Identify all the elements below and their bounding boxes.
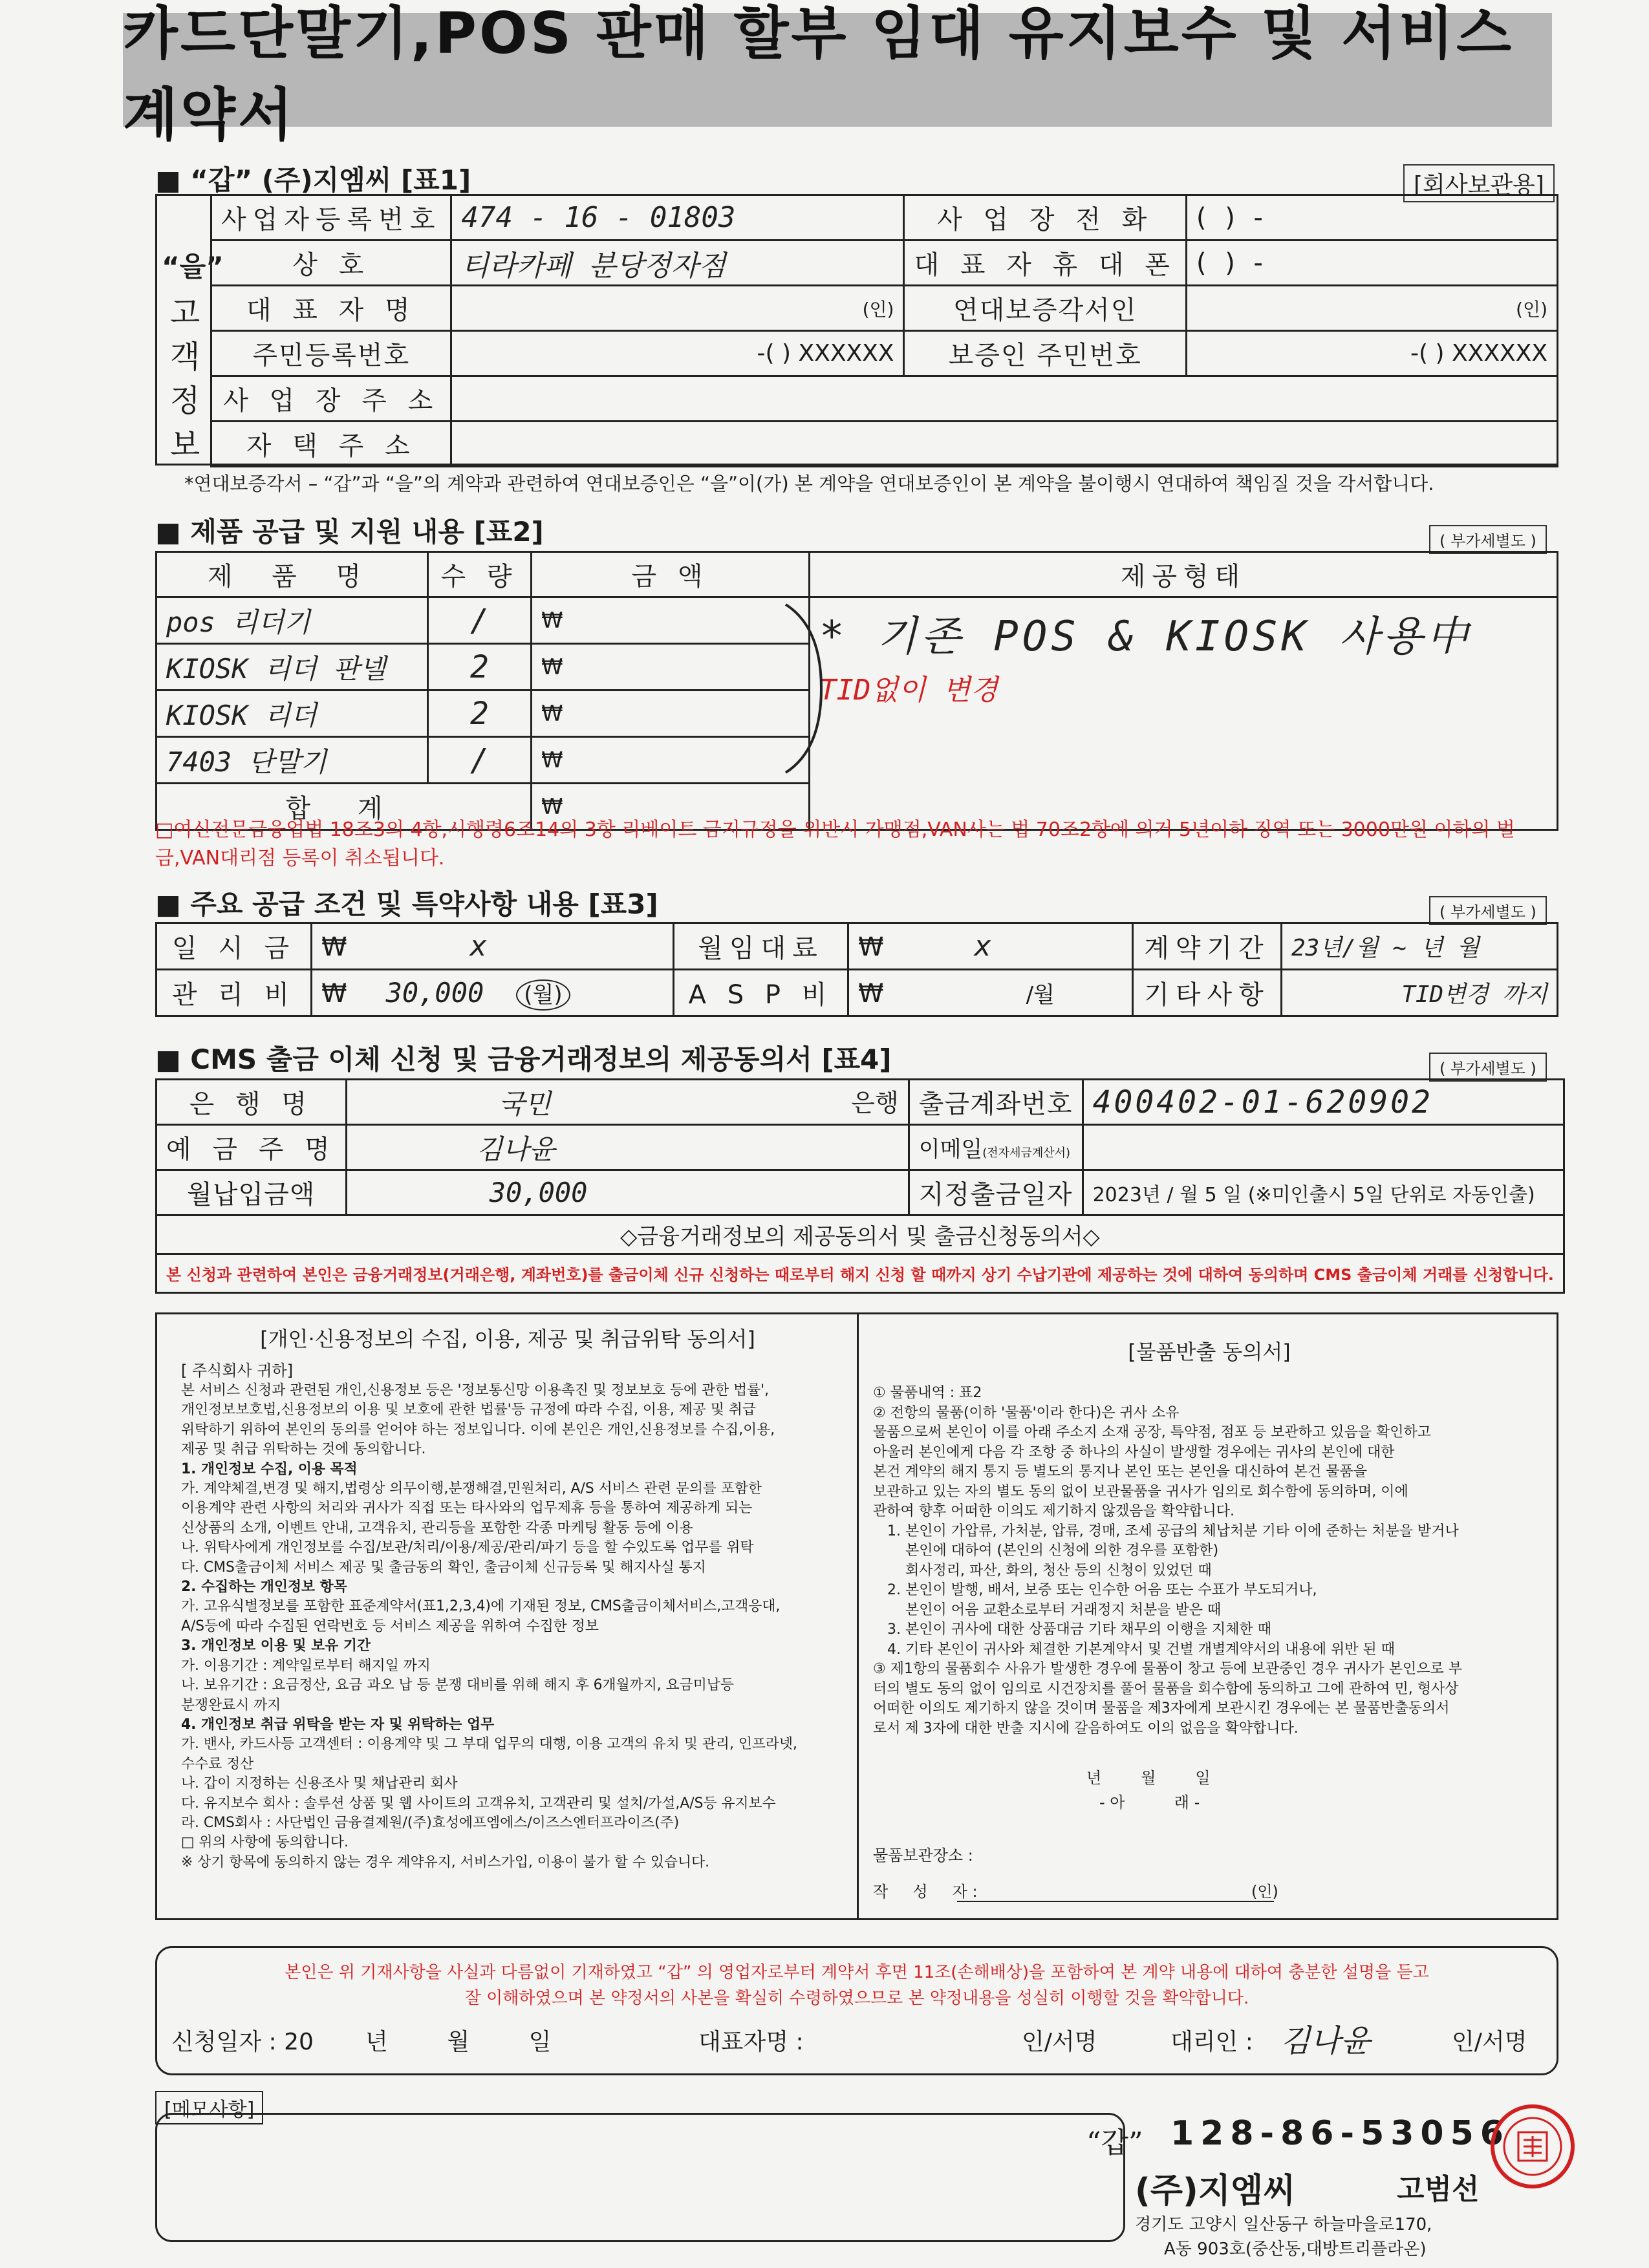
- customer-table: [210, 194, 1558, 467]
- company-seal-icon: [1487, 2101, 1578, 2192]
- customer-side-label: 고 객 정 보: [169, 295, 200, 463]
- return-below: - 아 래 -: [1099, 1793, 1200, 1812]
- bank-name-value[interactable]: 국민 은행: [346, 1080, 909, 1125]
- consent-divider: [857, 1312, 859, 1920]
- memo-label: [메모사항]: [155, 2091, 263, 2124]
- document-title: 카드단말기,POS 판매 할부 임대 유지보수 및 서비스계약서: [123, 0, 1514, 148]
- asp-fee-value[interactable]: ₩ /월: [848, 970, 1133, 1016]
- product-row: 7403 단말기 / ₩: [156, 737, 1558, 784]
- company-reg-number: 128-86-53056: [1170, 2114, 1510, 2153]
- lump-sum-value[interactable]: ₩ x: [312, 923, 674, 970]
- withdraw-date-value[interactable]: 2023년 / 월 5 일 (※미인출시 5일 단위로 자동인출): [1083, 1170, 1564, 1215]
- cms-title: ■ CMS 출금 이체 신청 및 금융거래정보의 제공동의서 [표4]: [155, 1043, 892, 1075]
- account-number-value[interactable]: 400402-01-620902: [1083, 1080, 1564, 1125]
- company-gap-label: “갑”: [1086, 2126, 1143, 2159]
- title-banner: [123, 0, 1552, 148]
- customer-row-ssn: 주민등록번호 -( ) XXXXXX 보증인 주민번호 -( ) XXXXXX: [211, 331, 1558, 376]
- product-row: pos 리더기 / ₩ * 기존 POS & KIOSK 사용中 TID없이 변경: [156, 597, 1558, 644]
- customer-row-bizaddr: 사 업 장 주 소: [211, 376, 1558, 422]
- supply-tax-note: ( 부가세별도 ): [1429, 896, 1547, 925]
- customer-row-shopname: 상 호 티라카페 분당정자점 대 표 자 휴 대 폰 ( ) -: [211, 241, 1558, 286]
- products-tax-note: ( 부가세별도 ): [1429, 525, 1547, 554]
- products-title: ■ 제품 공급 및 지원 내용 [표2]: [155, 516, 544, 548]
- party-gap-label: ■ “갑” (주)지엠씨 [표1]: [155, 164, 471, 196]
- consent-title: ◇금융거래정보의 제공동의서 및 출금신청동의서◇: [156, 1215, 1564, 1254]
- privacy-agree-checkbox[interactable]: □ 위의 사항에 동의합니다.: [181, 1834, 349, 1851]
- return-consent-body: ① 물품내역 : 표2 ② 전항의 물품(이하 '물품'이라 한다)은 귀사 소유 물품으로써 본인이 이를 아래 주소지 소재 공장, 특약점, 점포 등 보관하고 있음을 확인하고 아울러 본인에게 다음 각 조항 중 하나의 사실이 발생할 경우에는 귀사의 본인에 대한 본건 계약의 해지 통지 등 별도의 통지나 본인 또는 본인을 대신하여 본건 물품을 보관하고 있는 자의 별도 동의 없이 보관물품을 귀사가 임의로 회수함에 동의하며, 이에 관하여 향후 어떠한 이의도 제기하지 않겠음을 확약합니다. 1. 본인이 가압류, 가처분, 압류, 경매, 조세 공급의 체납처분 기타 이에 준하는 처분을 받거나 본인에 대하여 (본인의 신청에 의한 경우를 포함한) 회사정리, 파산, 화의, 청산 등의 신청이 있었던 때 2. 본인이 발행, 배서, 보증 또는 인수한 어음 또는 수표가 부도되거나, 본인이 어음 교환소로부터 거래정지 처분을 받은 때 3. 본인이 귀사에 대한 상품대금 기타 채무의 이행을 지체한 때 4. 기타 본인이 귀사와 체결한 기본계약서 및 건별 개별계약서의 내용에 위반 된 때 ③ 제1항의 물품회수 사유가 발생한 경우에 물품이 창고 등에 보관중인 경우 귀사가 본인으로 부 터의 별도 동의 없이 임의로 시건장치를 풀어 물품을 회수함에 동의하고 그에 관하여 민, 형사상 어떠한 이의도 제기하지 않을 것이며 물품을 제3자에게 보관시킨 경우에는 본 물품반출동의서 로서 제 3자에 대한 반출 지시에 갈음하여도 이의 없음을 확약합니다.: [873, 1385, 1462, 1737]
- company-name: (주)지엠씨: [1135, 2172, 1296, 2210]
- shop-name-value[interactable]: 티라카페 분당정자점: [451, 241, 904, 286]
- customer-row-homeaddr: 자 택 주 소: [211, 422, 1558, 467]
- guarantor-value[interactable]: (인): [1186, 286, 1557, 331]
- home-address-value[interactable]: [451, 422, 1558, 467]
- agent-value[interactable]: 김나윤: [1280, 2023, 1371, 2059]
- col-provision: 제공형태: [810, 552, 1558, 597]
- privacy-addressee: [ 주식회사 귀하]: [181, 1362, 294, 1380]
- storage-label: 물품보관장소 :: [873, 1846, 973, 1865]
- rep-name-label: 대표자명 :: [698, 2029, 804, 2055]
- ceo-mobile-value[interactable]: ( ) -: [1186, 241, 1557, 286]
- product-row: KIOSK 리더 2 ₩: [156, 690, 1558, 737]
- cms-table: 은 행 명 국민 은행 출금계좌번호 400402-01-620902 예 금 주 명 김나윤 이메일(전자세금계산서) 월납입금액 30,000 지정출금일자 2023년 / 월 5 일 (※미인출시 5일 단위로 자동인출) ◇금융거래정보의 제공동의서 및 출금신청동의서◇ 본 신청과 관련하여 본인은 금융거래정보(거래은행, 계좌번호)를 출금이체 신규 신청하는 때로부터 해지 신청 할 때까지 상기 수납기관에 제공하는 것에 대하여 동의하며 CMS 출금이체 거래를 신청합니다.: [155, 1078, 1565, 1294]
- privacy-body: 본 서비스 신청과 관련된 개인,신용정보 등은 '정보통신망 이용촉진 및 정보보호 등에 관한 법률', 개인정보보호법,신용정보의 이용 및 보호에 관한 법률'등 규정에 따라 수집, 이용, 제공 및 취급 위탁하기 위하여 본인의 동의를 얻어야 하는 정보입니다. 이에 본인은 개인,신용정보를 수집,이용, 제공 및 취급 위탁하는 것에 동의합니다. 1. 개인정보 수집, 이용 목적 가. 계약체결,변경 및 해지,법령상 의무이행,분쟁해결,민원처리, A/S 서비스 관련 문의를 포함한 이용계약 관련 사항의 처리와 귀사가 직접 또는 타사와의 업무제휴 등을 통하여 제공하게 되는 신상품의 소개, 이벤트 안내, 고객유치, 관리등을 포함한 각종 마케팅 활동 등에 이용 나. 위탁사에게 개인정보를 수집/보관/처리/이용/제공/관리/파기 등을 할 수있도록 업무를 위탁 다. CMS출금이체 서비스 제공 및 출금동의 확인, 출금이체 신규등록 및 해지사실 통지 2. 수집하는 개인정보 항목 가. 고유식별정보를 포함한 표준계약서(표1,2,3,4)에 기재된 정보, CMS출금이체서비스,고객응대, A/S등에 따라 수집된 연락번호 등 서비스 제공을 위하여 수집한 정보 3. 개인정보 이용 및 보유 기간 가. 이용기간 : 계약일로부터 해지일 까지 나. 보유기간 : 요금정산, 요금 과오 납 등 분쟁 대비를 위해 해지 후 6개월까지, 요금미납등 분쟁완료시 까지 4. 개인정보 취급 위탁을 받는 자 및 위탁하는 업무 가. 밴사, 카드사등 고객센터 : 이용계약 및 그 부대 업무의 대행, 이용 고객의 유치 및 관리, 인프라넷, 수수료 정산 나. 갑이 지정하는 신용조사 및 채납관리 회사 다. 유지보수 회사 : 솔루션 상품 및 웹 사이트의 고객유치, 고객관리 및 설치/가설,A/S등 유지보수 라. CMS회사 : 사단법인 금융결제원/(주)효성에프엠에스/이즈스엔터프라이즈(주) □ 위의 사항에 동의합니다. ※ 상기 항목에 동의하지 않는 경우 계약유지, 서비스가입, 이용이 불가 할 수 있습니다.: [181, 1381, 847, 1872]
- customer-row-bizno: 사업자등록번호 474 - 16 - 01803 사 업 장 전 화 ( ) -: [211, 195, 1558, 241]
- confirmation-line-1: 본인은 위 기재사항을 사실과 다름없이 기재하였고 “갑” 의 영업자로부터 계약서 후면 11조(손해배상)을 포함하여 본 계약 내용에 대하여 충분한 설명을 듣고: [285, 1963, 1429, 1982]
- ssn-value[interactable]: -( ) XXXXXX: [451, 331, 904, 376]
- consent-text: 본 신청과 관련하여 본인은 금융거래정보(거래은행, 계좌번호)를 출금이체 신규 신청하는 때로부터 해지 신청 할 때까지 상기 수납기관에 제공하는 것에 대하여 동의하며 CMS 출금이체 거래를 신청합니다.: [156, 1254, 1564, 1293]
- memo-box[interactable]: [155, 2113, 1125, 2242]
- total-label: 합 계: [156, 784, 532, 830]
- col-qty: 수 량: [428, 552, 532, 597]
- agent-sign-label[interactable]: 인/서명: [1452, 2029, 1527, 2055]
- cms-tax-note: ( 부가세별도 ): [1429, 1053, 1547, 1082]
- mgmt-fee-value[interactable]: ₩ 30,000 (월): [312, 970, 674, 1016]
- customer-side-label-top: “을”: [162, 251, 224, 283]
- products-table: [155, 551, 1558, 831]
- brace-icon: [782, 601, 828, 776]
- biz-phone-value[interactable]: ( ) -: [1186, 195, 1557, 241]
- company-address-2: A동 903호(중산동,대방트리플라온): [1164, 2240, 1427, 2259]
- agent-label: 대리인 :: [1170, 2029, 1253, 2055]
- confirmation-line-2: 잘 이해하였으며 본 약정서의 사본을 확실히 수령하였으므로 본 약정내용을 성실히 이행할 것을 확약합니다.: [464, 1989, 1249, 2008]
- col-product-name: 제 품 명: [156, 552, 428, 597]
- monthly-rent-value[interactable]: ₩ x: [848, 923, 1133, 970]
- author-seal: (인): [1251, 1883, 1278, 1901]
- provision-note-1: * 기존 POS & KIOSK 사용中: [819, 613, 1472, 661]
- biz-number-value[interactable]: 474 - 16 - 01803: [451, 195, 904, 241]
- other-terms-value[interactable]: TID변경 까지: [1282, 970, 1558, 1016]
- return-date-line: 년 월 일: [1086, 1769, 1211, 1787]
- account-holder-value[interactable]: 김나윤: [346, 1125, 909, 1170]
- ceo-name-value[interactable]: (인): [451, 286, 904, 331]
- company-ceo: 고범선: [1397, 2173, 1480, 2206]
- total-amount[interactable]: ₩: [532, 784, 810, 830]
- company-address-1: 경기도 고양시 일산동구 하늘마을로170,: [1135, 2215, 1432, 2234]
- provision-note-2: TID없이 변경: [819, 674, 998, 707]
- legal-warning: □여신전문금융업법 18조3의 4항,시행령6조14의 3항 리베이트 금지규정을 위반시 가맹점,VAN사는 법 70조2항에 의거 5년이하 징역 또는 3000만원 이하의 벌금,VAN대리점 등록이 취소됩니다.: [155, 818, 1515, 870]
- supply-terms-table: 일 시 금 ₩ x 월임대료 ₩ x 계약기간 23년/월 ~ 년 월 관 리 비 ₩ 30,000 (월) A S P 비 ₩ /월 기타사항 TID변경 까지: [155, 922, 1558, 1017]
- return-consent-title: [물품반출 동의서]: [1128, 1340, 1291, 1364]
- email-value[interactable]: [1083, 1125, 1564, 1170]
- biz-address-value[interactable]: [451, 376, 1558, 422]
- customer-row-ceo: 대 표 자 명 (인) 연대보증각서인 (인): [211, 286, 1558, 331]
- author-label: 작 성 자 :: [873, 1883, 978, 1901]
- supply-terms-title: ■ 주요 공급 조건 및 특약사항 내용 [표3]: [155, 888, 658, 920]
- monthly-payment-value[interactable]: 30,000: [346, 1170, 909, 1215]
- guarantee-note: *연대보증각서 – “갑”과 “을”의 계약과 관련하여 연대보증인은 “을”이(가) 본 계약을 연대보증인이 본 계약을 불이행시 연대하여 책임질 것을 각서합니다.: [184, 473, 1434, 495]
- privacy-title: [개인·신용정보의 수집, 이용, 제공 및 취급위탁 동의서]: [260, 1327, 755, 1351]
- provision-cell: [810, 597, 1558, 830]
- apply-date[interactable]: 신청일자 : 20 년 월 일: [171, 2029, 552, 2055]
- rep-sign-label[interactable]: 인/서명: [1022, 2029, 1097, 2055]
- author-underline: [957, 1901, 1274, 1902]
- product-row: KIOSK 리더 판넬 2 ₩: [156, 644, 1558, 690]
- copy-type-label: [회사보관용]: [1403, 164, 1555, 202]
- guarantor-ssn-value[interactable]: -( ) XXXXXX: [1186, 331, 1557, 376]
- email-label-cell: 이메일(전자세금계산서): [909, 1125, 1083, 1170]
- contract-period-value[interactable]: 23년/월 ~ 년 월: [1282, 923, 1558, 970]
- col-amount: 금 액: [532, 552, 810, 597]
